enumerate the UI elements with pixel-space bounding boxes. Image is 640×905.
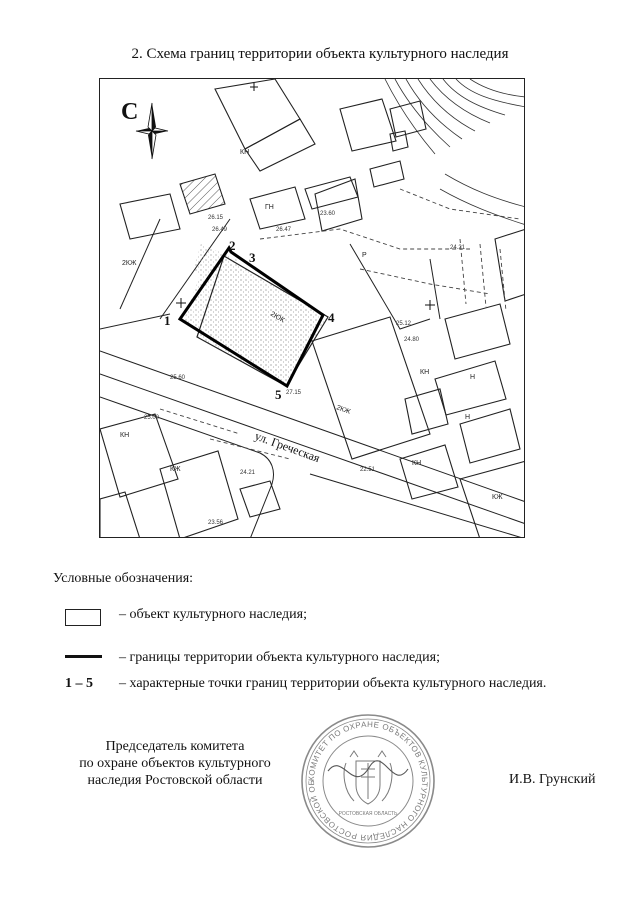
legend-title: Условные обозначения: bbox=[53, 571, 194, 586]
compass-letter: С bbox=[121, 99, 139, 125]
building-label: Н bbox=[470, 374, 476, 381]
signer-name: И.В. Грунский bbox=[509, 772, 596, 787]
point-4: 4 bbox=[328, 310, 335, 325]
street-edges bbox=[100, 219, 525, 538]
territory-map bbox=[99, 78, 525, 538]
page-title: 2. Схема границ территории объекта культурного наследия bbox=[131, 46, 509, 62]
coat-of-arms-icon bbox=[344, 751, 392, 804]
building-label: КН bbox=[420, 369, 430, 376]
legend-item-text: – характерные точки границ территории объекта культурного наследия. bbox=[119, 676, 547, 691]
svg-text:25.00: 25.00 bbox=[144, 415, 160, 421]
object-symbol bbox=[65, 609, 101, 626]
legend-item-text: – границы территории объекта культурного наследия; bbox=[119, 650, 440, 665]
svg-text:22.51: 22.51 bbox=[360, 467, 376, 473]
signer-position bbox=[44, 738, 306, 789]
svg-text:27.15: 27.15 bbox=[286, 390, 302, 396]
street-label: ул. Греческая bbox=[252, 428, 322, 466]
boundary-symbol bbox=[65, 655, 102, 658]
svg-text:23.56: 23.56 bbox=[208, 520, 224, 526]
building-label: КЖ bbox=[170, 466, 181, 473]
terrain-contours bbox=[385, 79, 525, 225]
building-label: Р bbox=[362, 252, 367, 259]
building-label: 2КЖ bbox=[122, 260, 137, 267]
svg-text:25.12: 25.12 bbox=[396, 321, 412, 327]
svg-text:25.60: 25.60 bbox=[170, 375, 186, 381]
building-label: 2КЖ bbox=[335, 404, 352, 416]
elevation-marks bbox=[144, 211, 466, 526]
point-1: 1 bbox=[164, 313, 171, 328]
signer-position-line: наследия Ростовской области bbox=[87, 773, 263, 788]
svg-text:23.60: 23.60 bbox=[320, 211, 336, 217]
building-label: КН bbox=[240, 149, 250, 156]
official-stamp bbox=[298, 711, 438, 856]
svg-text:26.49: 26.49 bbox=[212, 227, 228, 233]
svg-text:26.15: 26.15 bbox=[208, 215, 224, 221]
legend-item-text: – объект культурного наследия; bbox=[119, 607, 307, 622]
signer-position-line: Председатель комитета bbox=[105, 739, 245, 754]
building-label: Н bbox=[465, 414, 471, 421]
compass-icon bbox=[136, 103, 168, 159]
point-2: 2 bbox=[229, 238, 236, 253]
building-label: ГН bbox=[265, 204, 274, 211]
building-label: 2ЮК bbox=[269, 310, 286, 325]
svg-text:24.21: 24.21 bbox=[240, 470, 256, 476]
point-3: 3 bbox=[249, 250, 256, 265]
points-symbol: 1 – 5 bbox=[65, 676, 93, 691]
building-label: КЖ bbox=[492, 494, 503, 501]
signer-position-line: по охране объектов культурного bbox=[79, 756, 271, 771]
svg-text:24.80: 24.80 bbox=[404, 337, 420, 343]
building-label: КН bbox=[412, 460, 422, 467]
stamp-inner-text: РОСТОВСКАЯ ОБЛАСТЬ bbox=[338, 811, 398, 817]
point-5: 5 bbox=[275, 387, 282, 402]
svg-text:26.47: 26.47 bbox=[276, 227, 292, 233]
building-label: КН bbox=[120, 432, 130, 439]
svg-text:24.21: 24.21 bbox=[450, 245, 466, 251]
stamp-ring-text: КОМИТЕТ ПО ОХРАНЕ ОБЪЕКТОВ КУЛЬТУРНОГО НАСЛЕДИЯ РОСТОВСКОЙ ОБ bbox=[306, 719, 430, 843]
